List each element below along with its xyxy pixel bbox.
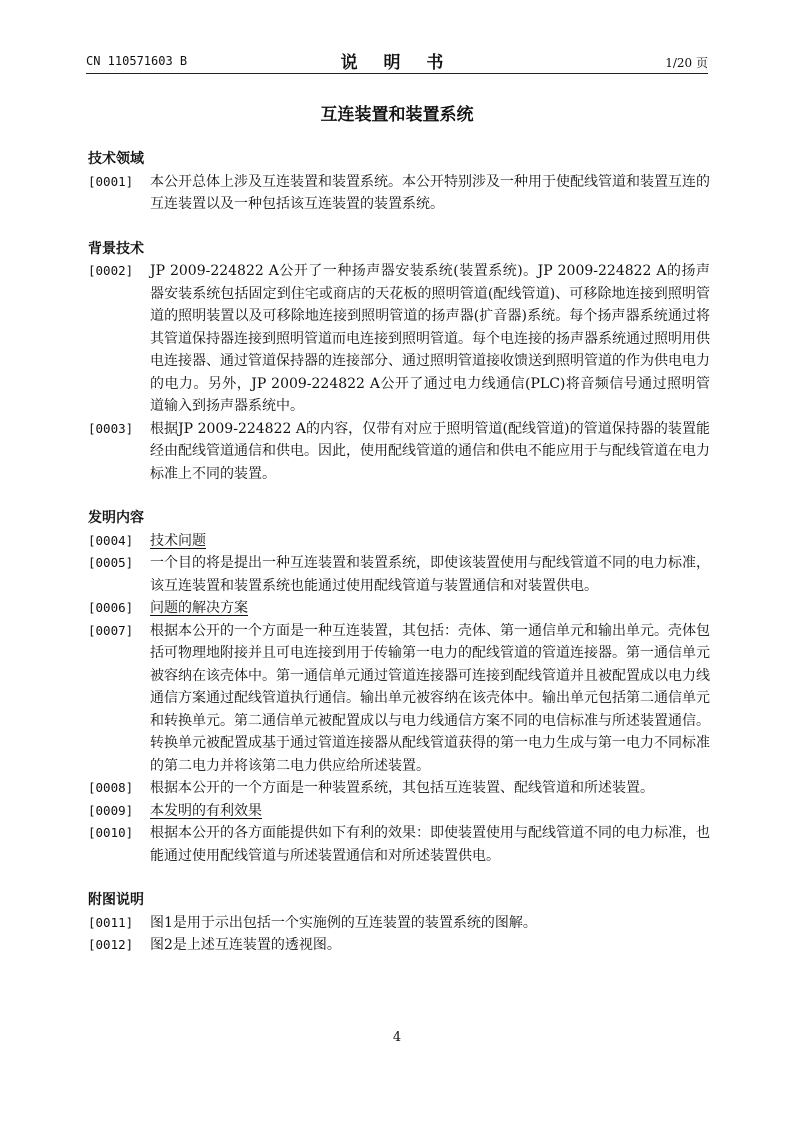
page-number: 4 — [392, 1030, 402, 1045]
subheading-technical-problem: 技术问题 — [150, 532, 206, 549]
paragraph-number: [0010] — [88, 825, 134, 840]
paragraph-text: 本公开总体上涉及互连装置和装置系统。本公开特别涉及一种用于使配线管道和装置互连的互连装置以及一种包括该互连装置的装置系统。 — [150, 173, 710, 212]
subheading-solution: 问题的解决方案 — [150, 600, 248, 616]
document-body — [88, 148, 710, 957]
document-type: 说 明 书 — [340, 53, 454, 73]
paragraph-number: [0012] — [88, 937, 134, 952]
paragraph-number: [0006] — [88, 600, 134, 615]
paragraph-0008 — [88, 777, 710, 800]
paragraph-number: [0005] — [88, 555, 134, 570]
paragraph-text: 根据本公开的一个方面是一种装置系统，其包括互连装置、配线管道和所述装置。 — [150, 780, 654, 796]
paragraph-number: [0001] — [88, 173, 134, 189]
document-title: 互连装置和装置系统 — [320, 105, 474, 125]
paragraph-text: JP 2009-224822 A公开了一种扬声器安装系统(装置系统)。JP 2009-224822 A的扬声器安装系统包括固定到住宅或商店的天花板的照明管道(配线管道)、可移除地连接到照明管道的照明装置以及可移除地连接到照明管道的扬声器(扩音器)系统。每个扬声器系统通过将其管道保持器连接到照明管道而电连接到照明管道。每个电连接的扬声器系统通过照明用供电连接器、通过管道保持器的连接部分、通过照明管道接收馈送到照明管道的作为供电电力的电力。另外，JP 2009-224822 A公开了通过电力线通信(PLC)将音频信号通过照明管道输入到扬声器系统中。 — [150, 263, 710, 414]
paragraph-number: [0003] — [88, 420, 134, 436]
subheading-advantageous-effects: 本发明的有利效果 — [150, 802, 262, 819]
page-header — [86, 48, 708, 74]
paragraph-text: 根据本公开的各方面能提供如下有利的效果：即使装置使用与配线管道不同的电力标准，也能通过使用配线管道与所述装置通信和对所述装置供电。 — [150, 825, 710, 864]
paragraph-0009 — [88, 800, 710, 823]
paragraph-0006 — [88, 597, 710, 620]
paragraph-number: [0011] — [88, 914, 134, 930]
page-indicator: 1/20 页 — [665, 56, 708, 70]
paragraph-0007 — [88, 620, 710, 778]
publication-number: CN 110571603 B — [86, 54, 188, 68]
paragraph-0001 — [88, 171, 710, 216]
section-background: 背景技术 — [88, 240, 144, 257]
paragraph-0004 — [88, 530, 710, 553]
paragraph-text: 根据本公开的一个方面是一种互连装置，其包括：壳体、第一通信单元和输出单元。壳体包括可物理地附接并且可电连接到用于传输第一电力的配线管道的管道连接器。第一通信单元被容纳在该壳体中。第一通信单元通过管道连接器可连接到配线管道并且被配置成以电力线通信方案通过配线管道执行通信。输出单元被容纳在该壳体中。输出单元包括第二通信单元和转换单元。第二通信单元被配置成以与电力线通信方案不同的电信标准与所述装置通信。转换单元被配置成基于通过管道连接器从配线管道获得的第一电力生成与第一电力不同标准的第二电力并将该第二电力供应给所述装置。 — [150, 622, 710, 774]
paragraph-0002 — [88, 260, 710, 418]
paragraph-text: 图2是上述互连装置的透视图。 — [150, 937, 341, 953]
header-divider — [86, 73, 708, 74]
paragraph-0011 — [88, 912, 710, 935]
paragraph-0012 — [88, 934, 710, 957]
paragraph-0003 — [88, 418, 710, 486]
section-technical-field: 技术领域 — [88, 151, 144, 167]
paragraph-number: [0002] — [88, 263, 134, 278]
paragraph-number: [0004] — [88, 532, 134, 548]
paragraph-text: 一个目的将是提出一种互连装置和装置系统，即使该装置使用与配线管道不同的电力标准，该互连装置和装置系统也能通过使用配线管道与装置通信和对装置供电。 — [150, 555, 710, 594]
paragraph-0005 — [88, 552, 710, 597]
paragraph-0010 — [88, 822, 710, 867]
paragraph-text: 根据JP 2009-224822 A的内容，仅带有对应于照明管道(配线管道)的管道保持器的装置能经由配线管道通信和供电。因此，使用配线管道的通信和供电不能应用于与配线管道在电力标准上不同的装置。 — [150, 420, 710, 482]
paragraph-text: 图1是用于示出包括一个实施例的互连装置的装置系统的图解。 — [150, 914, 537, 931]
paragraph-number: [0009] — [88, 802, 134, 818]
paragraph-number: [0007] — [88, 622, 134, 638]
section-drawings: 附图说明 — [88, 892, 144, 908]
paragraph-number: [0008] — [88, 780, 134, 795]
section-summary: 发明内容 — [88, 510, 144, 526]
